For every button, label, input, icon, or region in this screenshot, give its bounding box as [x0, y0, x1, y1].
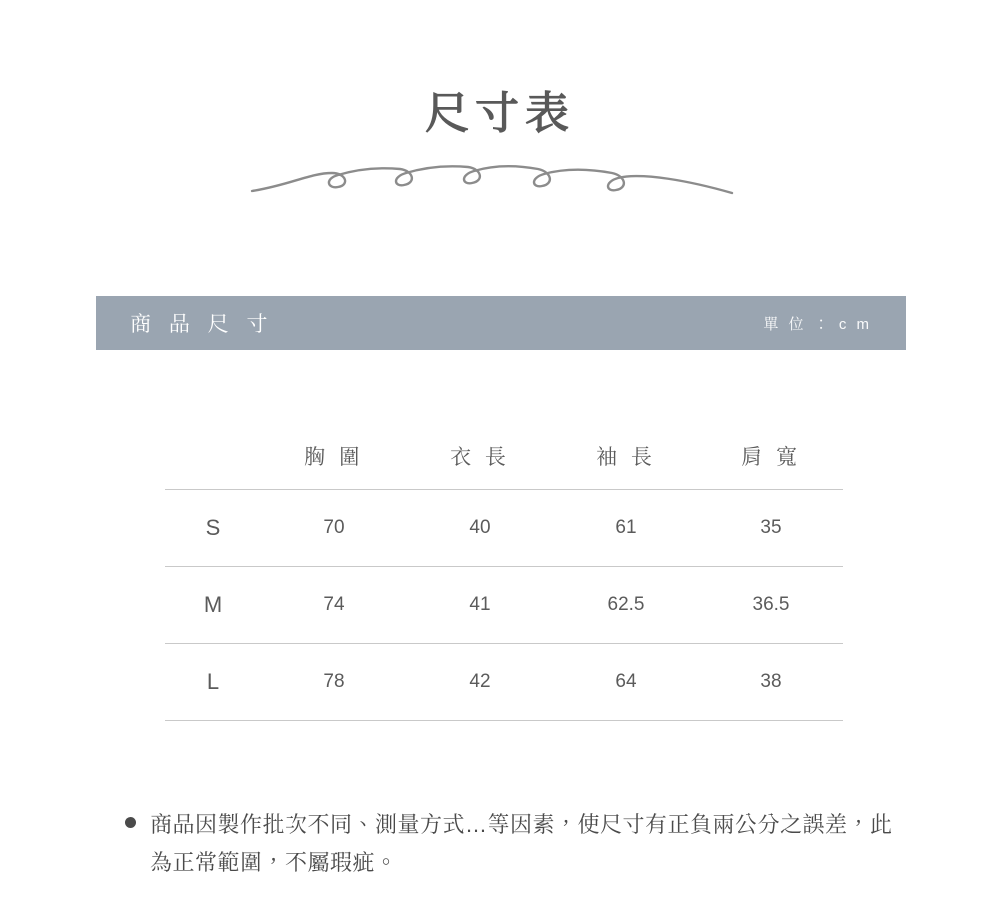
- cell-sleeve: 62.5: [553, 567, 699, 644]
- cell-length: 41: [407, 567, 553, 644]
- disclaimer-note: [125, 806, 905, 882]
- page-title: 尺寸表: [425, 89, 575, 138]
- column-header-sleeve: 袖 長: [553, 440, 699, 490]
- band-unit: 單 位 ： c m: [763, 315, 872, 333]
- cell-length: 42: [407, 644, 553, 721]
- cell-shoulder: 38: [699, 644, 843, 721]
- row-size-label: L: [165, 644, 261, 721]
- table-header-row: [165, 440, 843, 490]
- table-row: [165, 567, 843, 644]
- cell-sleeve: 64: [553, 644, 699, 721]
- cell-shoulder: 35: [699, 490, 843, 567]
- column-header-shoulder: 肩 寬: [699, 440, 843, 490]
- band-title: 商 品 尺 寸: [130, 313, 274, 336]
- table-corner-header: [165, 440, 261, 490]
- product-size-band: [96, 296, 906, 350]
- cell-sleeve: 61: [553, 490, 699, 567]
- cell-bust: 78: [261, 644, 407, 721]
- table-row: [165, 644, 843, 721]
- row-size-label: M: [165, 567, 261, 644]
- size-table: [165, 440, 843, 721]
- cell-length: 40: [407, 490, 553, 567]
- table-row: [165, 490, 843, 567]
- cell-bust: 70: [261, 490, 407, 567]
- column-header-bust: 胸 圍: [261, 440, 407, 490]
- cell-bust: 74: [261, 567, 407, 644]
- column-header-length: 衣 長: [407, 440, 553, 490]
- size-table-wrapper: [165, 440, 843, 721]
- cell-shoulder: 36.5: [699, 567, 843, 644]
- title-block: [0, 0, 1000, 201]
- disclaimer-text: 商品因製作批次不同、測量方式…等因素，使尺寸有正負兩公分之誤差，此為正常範圍，不屬瑕疵。: [150, 812, 893, 875]
- wavy-line-decoration-icon: [250, 155, 750, 201]
- row-size-label: S: [165, 490, 261, 567]
- filled-circle-bullet-icon: [125, 817, 136, 828]
